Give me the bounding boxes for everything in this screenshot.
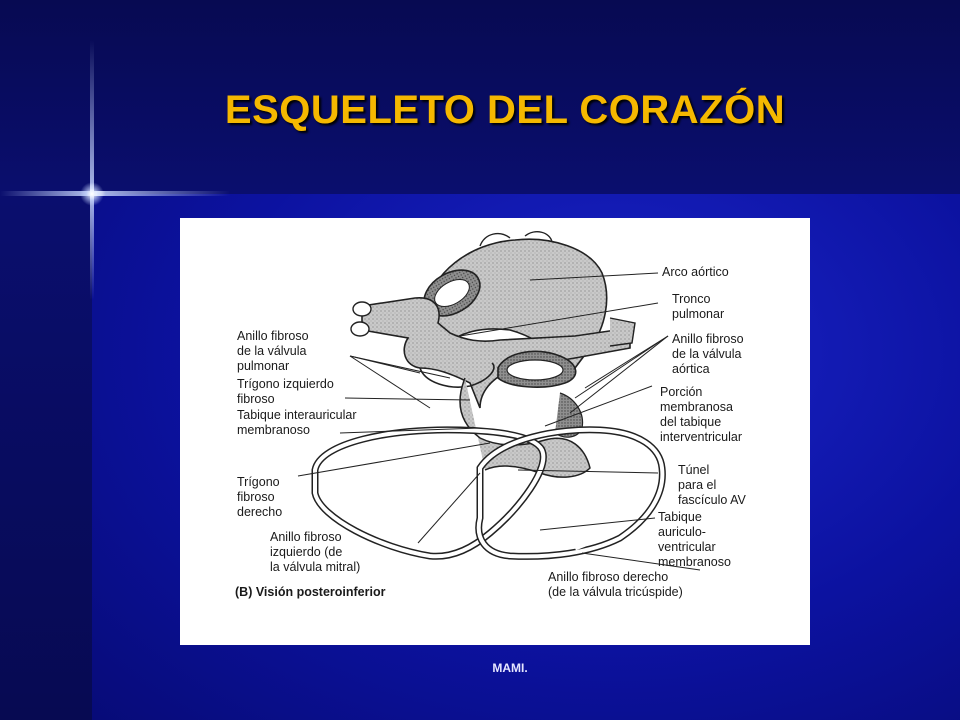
svg-text:Trígono izquierdo fibros: Trígono izquierdo fibroso <box>237 377 334 406</box>
heart-skeleton-illustration <box>180 218 810 645</box>
label-porcion-membranosa: Porción <box>660 385 703 399</box>
svg-text:Anillo fibroso izquierdo: Anillo fibroso izquierdo (de la válvula mitral) <box>270 530 361 574</box>
label-anillo-pulmonar: Anillo fibroso <box>237 329 309 343</box>
label-anillo-aortico: Anillo fibroso <box>672 332 744 346</box>
label-tunel-fasciculo: Túnel <box>678 463 710 477</box>
lens-flare-horizontal <box>0 191 230 196</box>
svg-text:Tabique interauricular m: Tabique interauricular membranoso <box>237 408 357 437</box>
heart-skeleton-figure <box>180 218 810 645</box>
label-trigono-derecho: Trígono <box>237 475 280 489</box>
svg-text:Anillo fibroso de la vál: Anillo fibroso de la válvula aórtica <box>672 332 744 376</box>
svg-text:Arco aórtico <box>662 265 729 279</box>
svg-text:Porción membranosa: Porción membranosa del tabique interventricular <box>660 385 742 444</box>
lens-flare-center <box>80 182 104 206</box>
slide-title: ESQUELETO DEL CORAZÓN <box>224 88 786 132</box>
svg-text:Anillo fibroso de la vál: Anillo fibroso de la válvula pulmonar <box>237 329 309 373</box>
svg-text:Trígono fibroso de: Trígono fibroso derecho <box>237 475 283 519</box>
label-tabique-av: Tabique <box>658 510 702 524</box>
label-trigono-izquierdo: Trígono izquierdo <box>237 377 334 391</box>
slide-side-band <box>0 194 92 720</box>
slide-footer: MAMI. <box>492 661 528 675</box>
svg-text:Tronco pulmonar: Tronco pulmonar <box>672 292 725 321</box>
label-tronco-pulmonar: Tronco <box>672 292 711 306</box>
svg-text:Túnel para el fasc: Túnel para el fascículo AV <box>678 463 746 507</box>
lens-flare-vertical <box>90 40 94 300</box>
figure-caption: (B) Visión posteroinferior <box>235 585 386 599</box>
label-anillo-tricuspide: Anillo fibroso derecho <box>548 570 669 584</box>
svg-text:Anillo fibroso derecho (: Anillo fibroso derecho (de la válvula tricúspide) <box>548 570 683 599</box>
label-tabique-interauricular: Tabique interauricular <box>237 408 357 422</box>
svg-text:Tabique auriculo-: Tabique auriculo- ventricular membranoso <box>658 510 731 569</box>
label-anillo-mitral: Anillo fibroso <box>270 530 342 544</box>
label-arco-aortico: Arco aórtico <box>662 265 729 279</box>
